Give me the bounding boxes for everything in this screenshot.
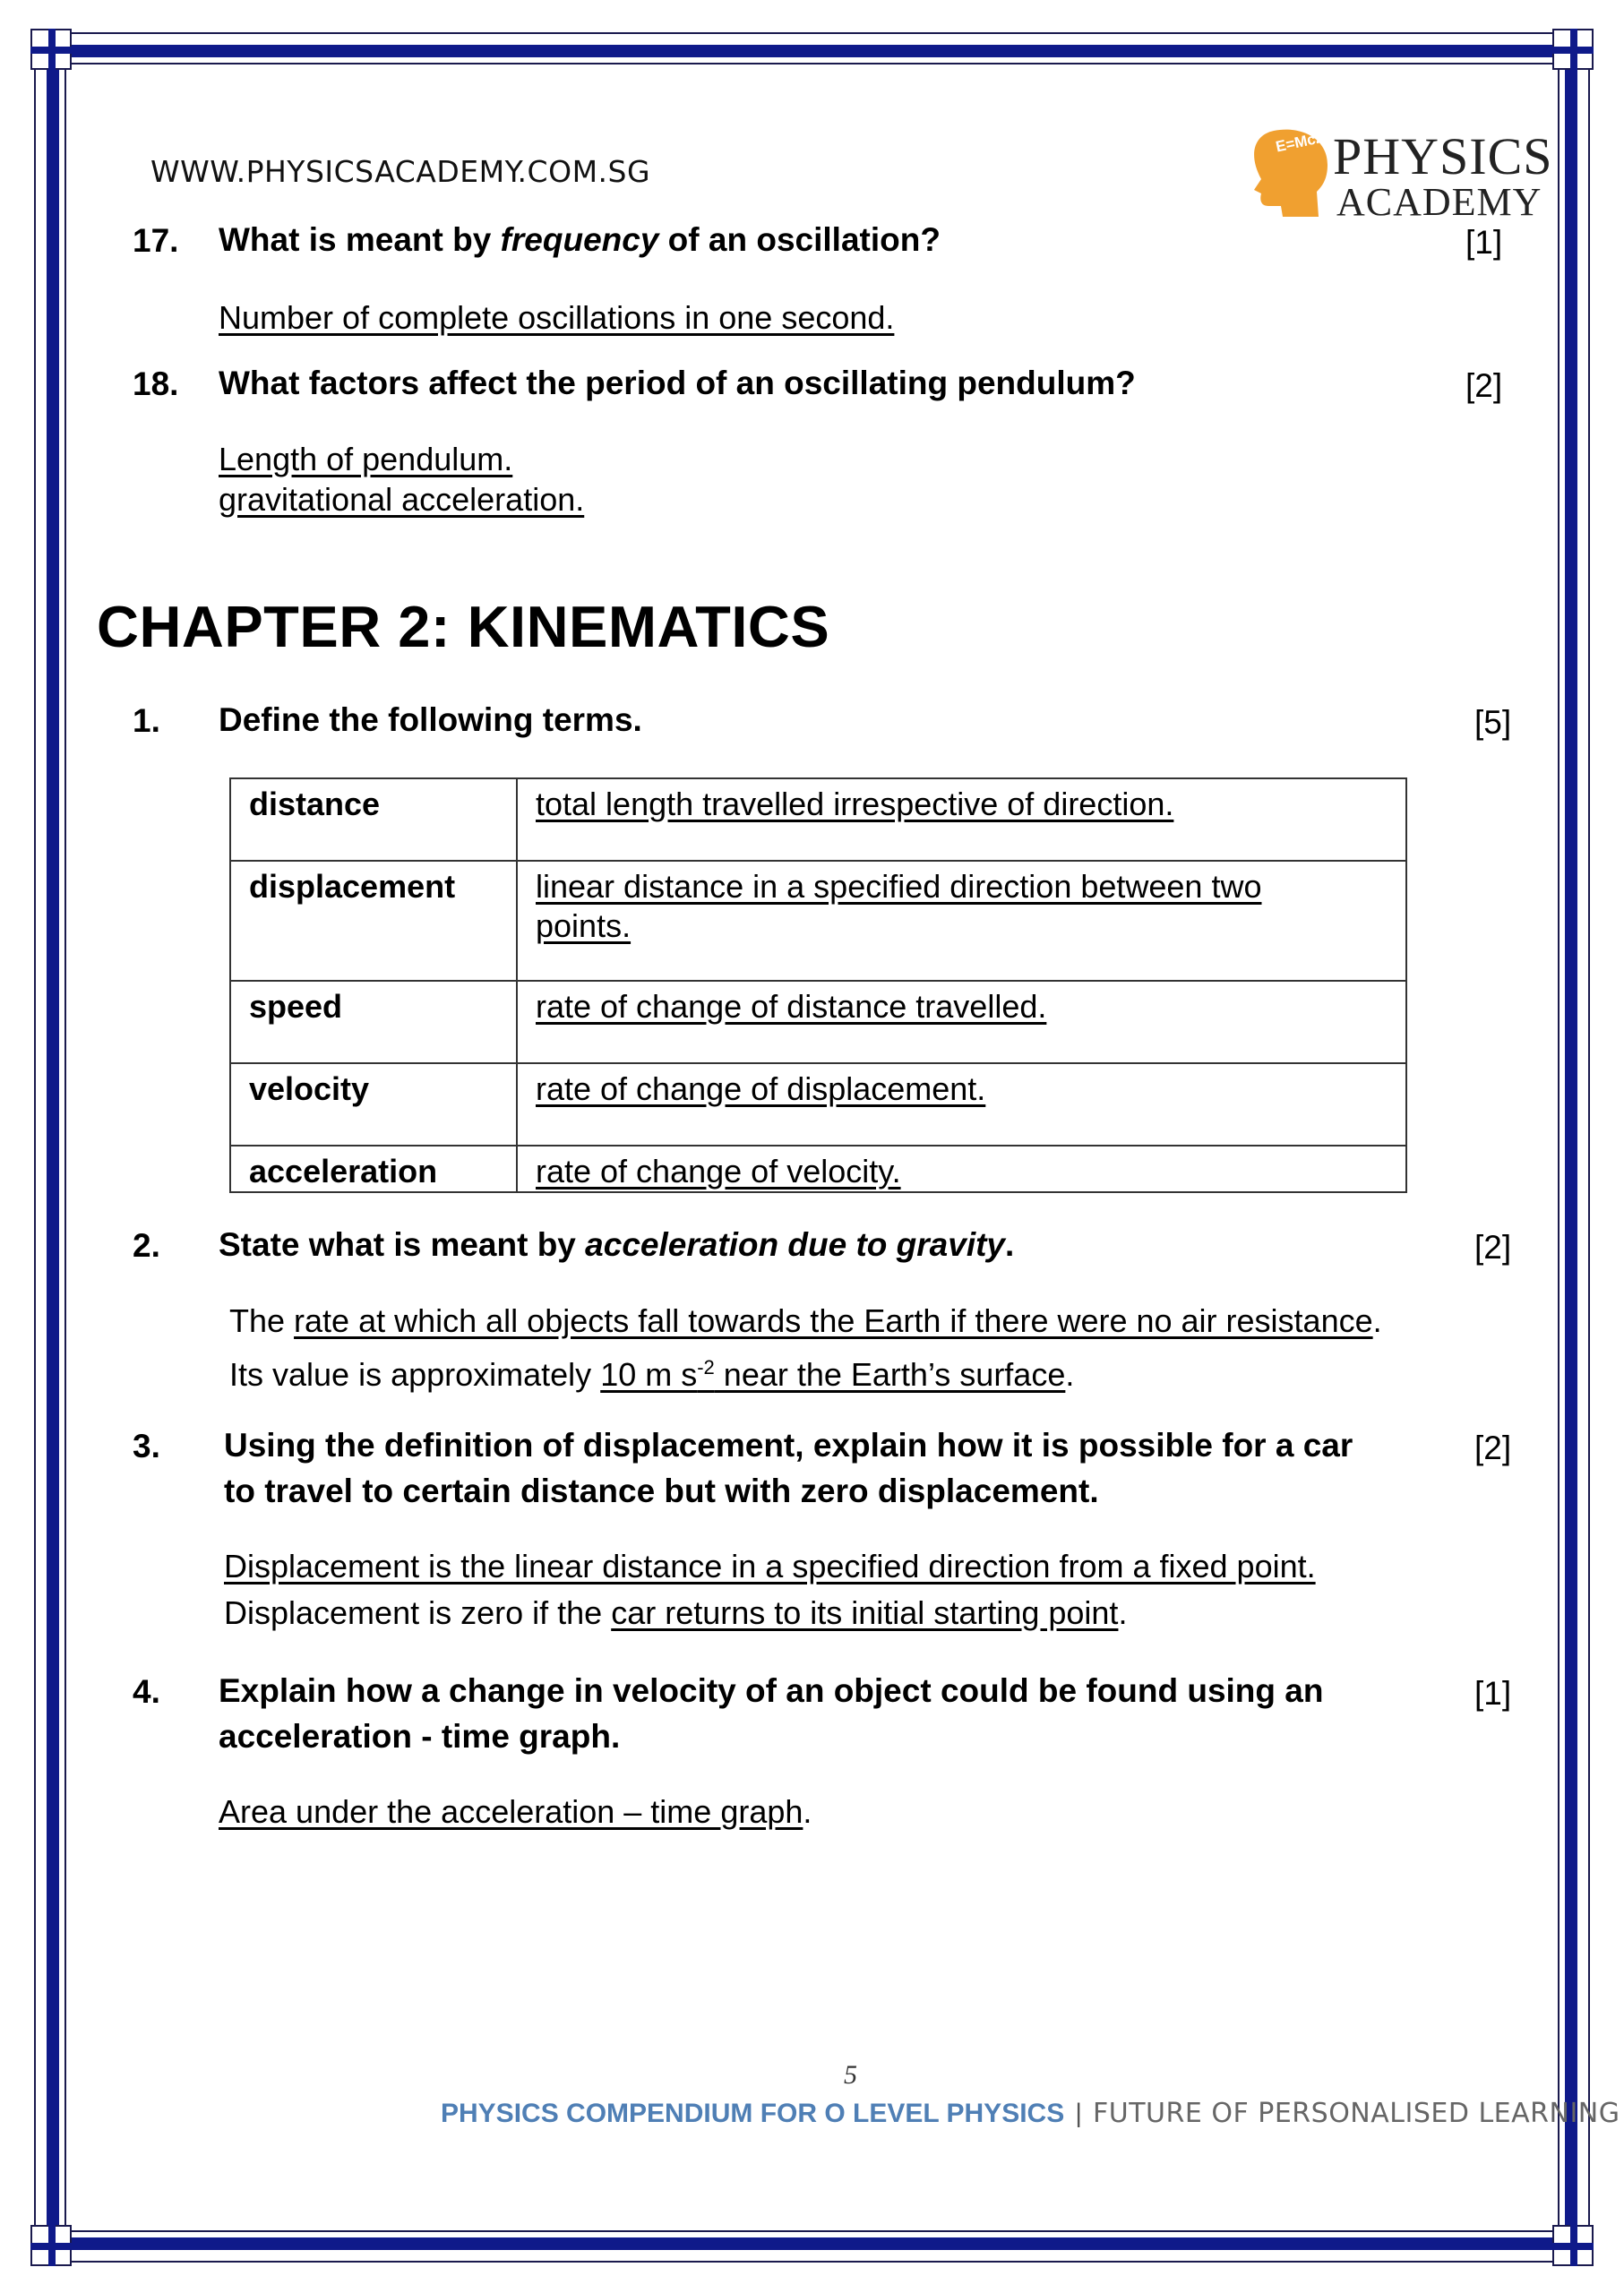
table-row	[230, 778, 1406, 861]
page-footer	[441, 2098, 1620, 2129]
definitions-table	[229, 777, 1407, 1193]
question-text: What factors affect the period of an oscillating pendulum?	[219, 365, 1136, 401]
table-row	[230, 981, 1406, 1063]
frame-corner-ornament	[1552, 2225, 1594, 2266]
page-number: 5	[844, 2060, 857, 2090]
question-text: to travel to certain distance but with zero displacement.	[224, 1473, 1099, 1509]
head-profile-icon	[1238, 125, 1336, 224]
marks-label: [2]	[1465, 367, 1503, 404]
question-text: State what is meant by acceleration due to gravity.	[219, 1226, 1015, 1263]
term-cell: velocity	[230, 1063, 517, 1146]
marks-label: [1]	[1474, 1675, 1512, 1712]
term-cell: distance	[230, 778, 517, 861]
question-text: Define the following terms.	[219, 701, 642, 738]
marks-label: [1]	[1465, 224, 1503, 261]
footer-title: PHYSICS COMPENDIUM FOR O LEVEL PHYSICS	[441, 2099, 1065, 2128]
answer-text: The rate at which all objects fall towards the Earth if there were no air resistance.	[229, 1302, 1382, 1339]
footer-separator: |	[1075, 2099, 1083, 2128]
definition-cell: rate of change of distance travelled.	[517, 981, 1406, 1063]
term-cell: acceleration	[230, 1146, 517, 1192]
frame-corner-ornament	[30, 2225, 72, 2266]
answer-text: Displacement is the linear distance in a specified direction from a fixed point.	[224, 1548, 1316, 1584]
definition-cell: linear distance in a specified direction between two points.	[517, 861, 1406, 981]
marks-label: [2]	[1474, 1229, 1512, 1266]
physics-academy-logo	[1238, 125, 1553, 224]
answer-text: gravitational acceleration.	[219, 481, 585, 518]
question-text: Using the definition of displacement, explain how it is possible for a car	[224, 1427, 1353, 1464]
website-url[interactable]: WWW.PHYSICSACADEMY.COM.SG	[150, 154, 651, 189]
question-number: 18.	[133, 365, 179, 402]
answer-text: Length of pendulum.	[219, 441, 513, 477]
answer-text: Its value is approximately 10 m $s^{-2}$ near the Earth’s surface.	[229, 1356, 1075, 1393]
question-number: 1.	[133, 702, 160, 739]
question-number: 2.	[133, 1227, 160, 1264]
emphasis-term: acceleration due to gravity	[585, 1226, 1005, 1263]
question-text: What is meant by frequency of an oscillation?	[219, 221, 941, 258]
emphasis-term: frequency	[500, 221, 659, 258]
footer-tagline: FUTURE OF PERSONALISED LEARNING	[1093, 2098, 1620, 2129]
question-text: acceleration - time graph.	[219, 1718, 621, 1755]
table-row	[230, 1146, 1406, 1192]
term-cell: displacement	[230, 861, 517, 981]
definition-cell: total length travelled irrespective of direction.	[517, 778, 1406, 861]
logo-line-physics: PHYSICS	[1333, 127, 1553, 185]
question-number: 3.	[133, 1428, 160, 1464]
table-row	[230, 861, 1406, 981]
answer-text: Area under the acceleration – time graph.	[219, 1793, 812, 1830]
answer-text: Number of complete oscillations in one second.	[219, 299, 895, 336]
marks-label: [5]	[1474, 704, 1512, 741]
definition-cell: rate of change of displacement.	[517, 1063, 1406, 1146]
definition-cell: rate of change of velocity.	[517, 1146, 1406, 1192]
frame-corner-ornament	[30, 29, 72, 70]
logo-formula-text: E=Mc2	[1274, 128, 1326, 156]
term-cell: speed	[230, 981, 517, 1063]
logo-line-academy: ACADEMY	[1336, 180, 1542, 224]
question-number: 4.	[133, 1673, 160, 1710]
table-row	[230, 1063, 1406, 1146]
marks-label: [2]	[1474, 1430, 1512, 1466]
chapter-title: CHAPTER 2: KINEMATICS	[97, 594, 830, 659]
question-text: Explain how a change in velocity of an object could be found using an	[219, 1672, 1324, 1709]
question-number: 17.	[133, 222, 179, 259]
frame-corner-ornament	[1552, 29, 1594, 70]
answer-text: Displacement is zero if the car returns to its initial starting point.	[224, 1594, 1128, 1631]
